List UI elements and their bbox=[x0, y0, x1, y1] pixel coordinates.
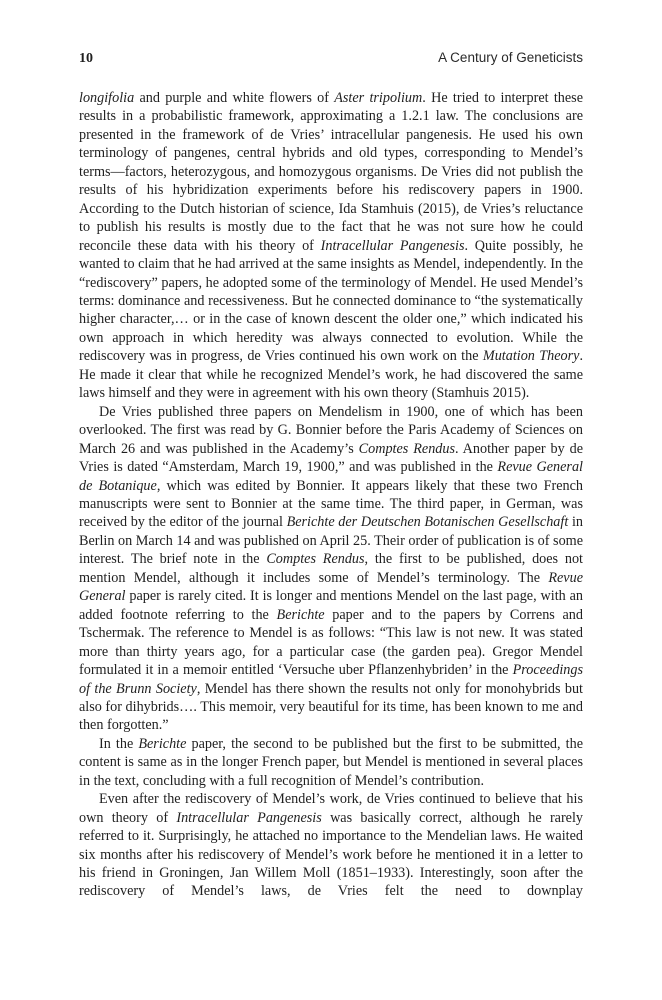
text-run: paper and to the papers by Correns and Tschermak. The reference to Mendel is as follows: “This law is not new. It was stated more than thirty years ago, for a particular case (the garden pea). Gregor Mendel formulated it in a memoir entitled ‘Versuche uber Pflanzenhybriden’ in the bbox=[79, 606, 583, 679]
body-text bbox=[79, 89, 583, 901]
paragraph-2 bbox=[79, 403, 583, 735]
text-run: , the first to be published, does not mention Mendel, although it includes some of Mendel’s terminology. The bbox=[79, 551, 583, 586]
italic-run: Revue General de Botanique bbox=[79, 459, 583, 494]
italic-run: Mutation Theory bbox=[482, 348, 580, 365]
italic-run: Berichte bbox=[138, 735, 187, 752]
paragraph-3 bbox=[79, 735, 583, 790]
text-run: . Quite possibly, he wanted to claim that he had arrived at the same insights as Mendel, independently. In the “rediscovery” papers, he adopted some of the terminology of Mendel. He used Mendel’s terms: dominance and recessiveness. But he connected dominance to “the systematically higher character,… or in the case of known descent the older one,” which indicated his own approach in which heredity was always connected to evolution. While the rediscovery was in progress, de Vries continued his own work on the bbox=[79, 237, 583, 365]
text-run: in Berlin on March 14 and was published on April 25. Their order of publication is of some interest. The brief note in the bbox=[79, 514, 583, 568]
running-head: A Century of Geneticists bbox=[438, 50, 583, 65]
text-run: Even after the rediscovery of Mendel’s work, de Vries continued to believe that his own theory of bbox=[79, 791, 583, 826]
text-run: In the bbox=[99, 735, 139, 752]
text-run: . He tried to interpret these results in a probabilistic framework, approximating a 1.2.1 law. The conclusions are presented in the framework of de Vries’ intracellular pangenesis. He used his own terminology of pangenes, central hybrids and old types, corresponding to Mendel’s terms—factors, heterozygous, and homozygous organisms. De Vries did not publish the results of his hybridization experiments before his rediscovery papers in 1900. According to the Dutch historian of science, Ida Stamhuis (2015), de Vries’s reluctance to publish his results is mostly due to the fact that he was not sure how he could reconcile these data with his theory of bbox=[79, 90, 583, 254]
italic-run: longifolia bbox=[79, 90, 135, 106]
italic-run: Intracellular Pangenesis bbox=[176, 809, 322, 826]
italic-run: Berichte der Deutschen Botanischen Gesellschaft bbox=[286, 514, 569, 531]
italic-run: Comptes Rendus bbox=[266, 551, 365, 568]
page-header bbox=[79, 50, 583, 70]
text-run: De Vries published three papers on Mendelism in 1900, one of which has been overlooked. The first was read by G. Bonnier before the Paris Academy of Sciences on March 26 and was published in the Academy’s bbox=[79, 403, 583, 457]
text-run: . Another paper by de Vries is dated “Amsterdam, March 19, 1900,” and was published in the bbox=[79, 440, 583, 476]
text-run: , Mendel has there shown the results not only for monohybrids but also for dihybrids…. This memoir, very beautiful for its time, has been known to me and then forgotten.” bbox=[79, 680, 583, 734]
italic-run: Proceedings of the Brunn Society bbox=[79, 662, 583, 697]
italic-run: Comptes Rendus bbox=[358, 440, 455, 457]
text-run: paper is rarely cited. It is longer and mentions Mendel on the last page, with an added footnote referring to the bbox=[79, 588, 583, 623]
italic-run: Revue General bbox=[79, 569, 583, 605]
page-number: 10 bbox=[79, 51, 93, 66]
italic-run: Intracellular Pangenesis bbox=[320, 237, 465, 254]
italic-run: Berichte bbox=[276, 606, 325, 623]
text-run: paper, the second to be published but the first to be submitted, the content is same as in the longer French paper, but Mendel is mentioned in several places in the text, concluding with a full recognition of Mendel’s contribution. bbox=[79, 735, 583, 789]
text-run: and purple and white flowers of bbox=[134, 90, 335, 106]
text-run: . He made it clear that while he recognized Mendel’s work, he had discovered the same laws himself and they were in agreement with his own theory (Stamhuis 2015). bbox=[79, 348, 583, 402]
text-run: , which was edited by Bonnier. It appears likely that these two French manuscripts were sent to Bonnier at the same time. The third paper, in German, was received by the editor of the journal bbox=[79, 477, 583, 531]
paragraph-1 bbox=[79, 89, 583, 403]
text-run: was basically correct, although he rarely referred to it. Surprisingly, he attached no importance to the Mendelian laws. He waited six months after his rediscovery of Mendel’s work before he mentioned it in a letter to his friend in Groningen, Jan Willem Moll (1851–1933). Interestingly, soon after the rediscovery of Mendel’s laws, de Vries felt the need to downplay bbox=[79, 809, 584, 900]
italic-run: Aster tripolium bbox=[334, 90, 423, 106]
paragraph-4 bbox=[79, 790, 583, 901]
